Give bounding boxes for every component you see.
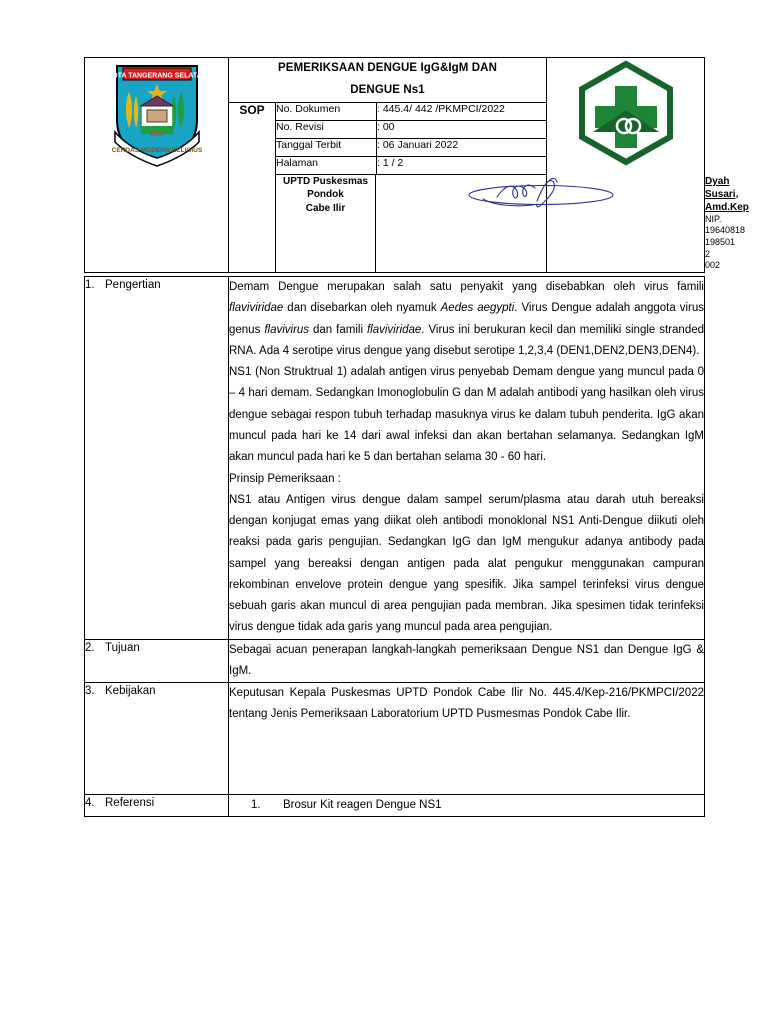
meta-value-no-dokumen [377,103,547,121]
paragraph: NS1 (Non Struktrual 1) adalah antigen virus penyebab Demam dengue yang muncul pada 0 – 4 hari demam. Sedangkan Imonoglobulin G dan M adalah antibodi yang hasilkan oleh virus dengue sebagai respon tubuh terhadap masuknya virus ke dalam tubuh penderita. IgG akan muncul pada hari ke 14 dari awal infeksi dan akan bertahan selamanya. Sedangkan IgM akan muncul pada hari ke 5 dan bertahan selama 30 - 60 hari. [229,366,704,464]
meta-label-no-dokumen: No. Dokumen [276,103,377,121]
section-title-referensi [85,795,229,817]
section-title-tujuan [85,639,229,683]
paragraph: Sebagai acuan penerapan langkah-langkah pemeriksaan Dengue NS1 dan Dengue IgG & IgM. [229,643,704,677]
meta-row-tanggal-terbit [276,138,546,156]
section-body-tujuan [229,639,705,683]
colon-no-dokumen: : [377,102,380,115]
section-label-referensi: Referensi [105,797,155,810]
header-row [85,58,705,103]
meta-label-tanggal-terbit: Tanggal Terbit [276,138,377,156]
list-item [229,795,704,816]
list-item-number: 1. [251,799,261,812]
meta-table-cell [276,102,547,174]
svg-text:KOTA TANGERANG SELATAN: KOTA TANGERANG SELATAN [106,72,207,80]
section-row-referensi [85,795,705,817]
section-body-pengertian [229,277,705,640]
meta-text-halaman: 1 / 2 [382,156,404,169]
section-number-kebijakan: 3. [85,685,95,698]
section-label-pengertian: Pengertian [105,279,161,292]
section-row-kebijakan [85,683,705,795]
section-title-pengertian [85,277,229,640]
unit-name-line2: Cabe Ilir [305,202,346,214]
kota-tangerang-selatan-coat-of-arms-icon [103,58,211,170]
section-title-kebijakan [85,683,229,795]
meta-value-halaman [377,156,547,174]
section-number-tujuan: 2. [85,641,95,654]
signature-row: UPTD Puskesmas Pondok Cabe Ilir Dyah Susari, Amd.Kep NIP. 19640818 198501 2 002 [85,174,705,272]
colon-tanggal-terbit: : [377,138,380,151]
text-run: Demam Dengue merupakan salah satu penyakit yang disebabkan oleh virus famili [229,281,704,294]
meta-label-no-revisi: No. Revisi [276,120,377,138]
text-run: dan famili [309,323,367,336]
unit-name-cell [276,174,376,272]
sop-body-table [84,276,705,817]
text-run-italic: flaviviridae [229,302,284,315]
document-title-cell [229,58,547,103]
paragraph-prinsip-heading: Prinsip Pemeriksaan : [229,472,341,485]
paragraph: Keputusan Kepala Puskesmas UPTD Pondok Cabe Ilir No. 445.4/Kep-216/PKMPCI/2022 tentang Jenis Pemeriksaan Laboratorium UPTD Pusmesmas Pondok Cabe Ilir. [229,687,704,721]
signature-area-cell [376,174,705,272]
meta-label-halaman: Halaman [276,156,377,174]
document-page [84,57,749,817]
meta-value-no-revisi [377,120,547,138]
text-run-italic: flaviviridae [366,323,422,336]
meta-text-no-dokumen: 445.4/ 442 /PKMPCI/2022 [382,102,505,115]
meta-text-tanggal-terbit: 06 Januari 2022 [382,138,459,151]
section-body-kebijakan [229,683,705,795]
text-run: . Virus ini berukuran kecil dan memiliki single stranded RNA. Ada 4 serotipe virus dengue yang disebut serotipe 1,2,3,4 (DEN1,DEN2,DEN3,DEN4). [229,323,705,357]
document-title-line2: DENGUE Ns1 [350,83,425,96]
colon-halaman: : [377,156,380,169]
text-run: . Virus Dengue adalah anggota virus genus [229,302,704,336]
list-item-text: Brosur Kit reagen Dengue NS1 [283,799,442,812]
document-title-line1: PEMERIKSAAN DENGUE IgG&IgM DAN [278,62,497,74]
handwritten-signature-icon [453,175,628,213]
section-number-referensi: 4. [85,797,95,810]
meta-row-no-revisi [276,120,546,138]
left-logo-cell [85,58,229,273]
text-run-italic: flavivirus [264,323,310,336]
section-row-pengertian [85,277,705,640]
puskesmas-hexagon-logo-icon [571,58,681,166]
sop-label-cell: SOP [229,102,276,272]
text-run-italic: Aedes aegypti [440,302,515,315]
meta-text-no-revisi: 00 [382,120,395,133]
paragraph: NS1 atau Antigen virus dengue dalam sampel serum/plasma atau darah utuh bereaksi dengan konjugat emas yang diikat oleh antibodi monoklonal NS1 Anti-Dengue diikuti oleh reaksi pada garis pengujian. Sedangkan IgG dan IgM mengukur adanya antibody pada sampel yang bereaksi dengan antigen pada alat pengukur menggunakan campuran rekombinan envelove protein dengue yang spesifik. Jika sampel terinfeksi virus dengue sebuah garis akan muncul di area pengujian pada membran. Jika spesimen tidak terinfeksi virus dengue tidak ada garis yang muncul pada area pengujian. [229,493,704,634]
section-label-tujuan: Tujuan [105,641,140,654]
svg-text:CERDAS MODERN RELIGIUS: CERDAS MODERN RELIGIUS [111,147,202,154]
meta-row-halaman [276,156,546,174]
meta-row-no-dokumen [276,103,546,121]
section-number-pengertian: 1. [85,279,95,292]
sop-document-table [84,57,749,273]
colon-no-revisi: : [377,120,380,133]
svg-text:2008: 2008 [149,132,164,138]
unit-name-line1: UPTD Puskesmas Pondok [282,175,369,201]
document-meta-table [276,103,546,174]
section-body-referensi [229,795,705,817]
section-label-kebijakan: Kebijakan [105,685,156,698]
meta-value-tanggal-terbit [377,138,547,156]
paragraph [229,277,704,362]
text-run: dan disebarkan oleh nyamuk [283,302,441,315]
section-row-tujuan [85,639,705,683]
